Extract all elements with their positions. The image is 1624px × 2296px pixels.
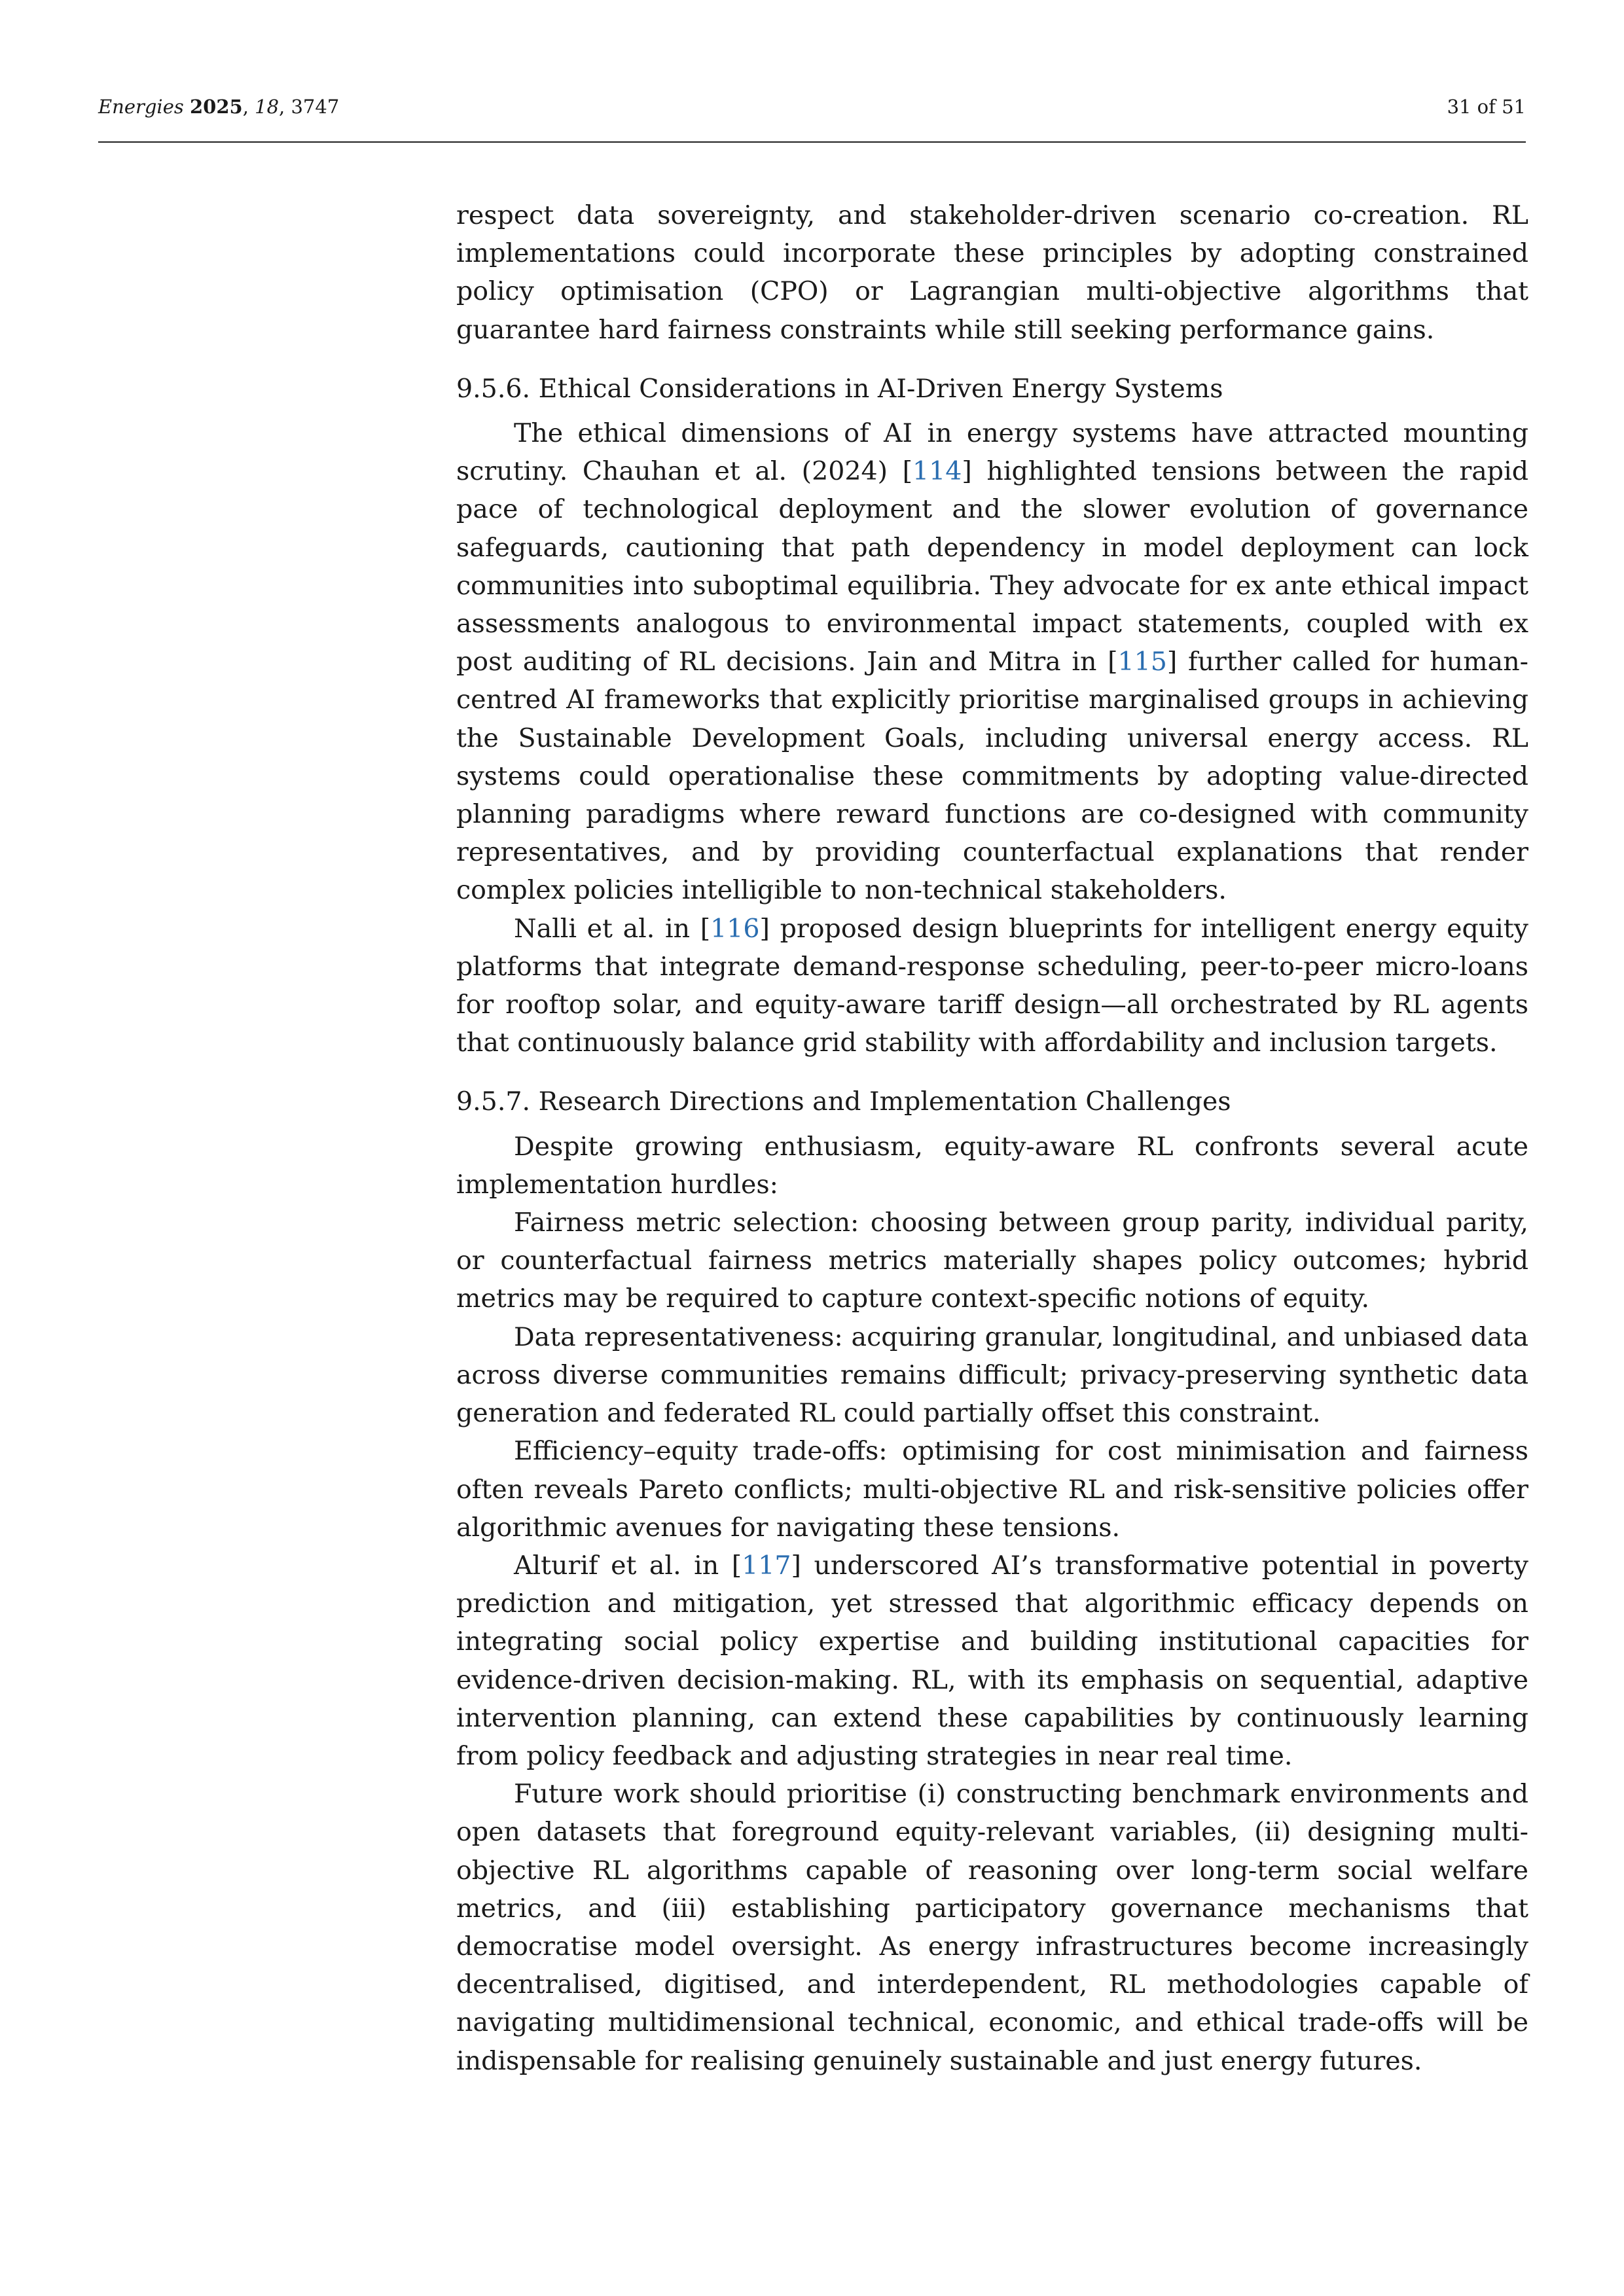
paragraph-text: ] proposed design blueprints for intelligent energy equity platforms that integrate demand-response scheduling, peer-to-peer micro-loans for rooftop solar, and equity-aware tariff design—all orchestrated by RL agents that continuously balance grid stability with affordability and inclusion targets. (456, 913, 1528, 1058)
citation-link-117[interactable]: 117 (742, 1550, 791, 1581)
paragraph-alturif (456, 1547, 1528, 1775)
paragraph-ethics (456, 414, 1528, 910)
citation-link-114[interactable]: 114 (912, 456, 962, 487)
section-heading-9-5-6: 9.5.6. Ethical Considerations in AI-Driven Energy Systems (456, 373, 1223, 404)
page-header (98, 92, 1526, 143)
paragraph-continuation: respect data sovereignty, and stakeholder-driven scenario co-creation. RL implementations could incorporate these principles by adopting constrained policy optimisation (CPO) or Lagrangian multi-objective algorithms that guarantee hard fairness constraints while still seeking performance gains. (456, 200, 1528, 345)
journal-citation: Energies 2025, 18, 3747 (98, 96, 340, 118)
citation-link-115[interactable]: 115 (1117, 647, 1167, 677)
paragraph-nalli (456, 910, 1528, 1062)
paragraph-data-representativeness: Data representativeness: acquiring granular, longitudinal, and unbiased data across diverse communities remains difficult; privacy-preserving synthetic data generation and federated RL could partially offset this constraint. (456, 1321, 1528, 1429)
paragraph-text: The ethical dimensions of AI in energy systems have attracted mounting scrutiny. Chauhan et al. (2024) [ (456, 418, 1528, 487)
paragraph-text: ] further called for human-centred AI frameworks that explicitly prioritise marginalised groups in achieving the Sustainable Development Goals, including universal energy access. RL systems could operationalise these commitments by adopting value-directed planning paradigms where reward functions are co-designed with community representatives, and by providing counterfactual explanations that render complex policies intelligible to non-technical stakeholders. (456, 647, 1528, 906)
paragraph-text: Alturif et al. in [ (514, 1550, 742, 1581)
paragraph-text: ] highlighted tensions between the rapid pace of technological deployment and the slower evolution of governance safeguards, cautioning that path dependency in model deployment can lock communities into suboptimal equilibria. They advocate for ex ante ethical impact assessments analogous to environmental impact statements, coupled with ex post auditing of RL decisions. Jain and Mitra in [ (456, 456, 1528, 677)
paragraph-text: ] underscored AI’s transformative potential in poverty prediction and mitigation, yet stressed that algorithmic efficacy depends on integrating social policy expertise and building institutional capacities for evidence-driven decision-making. RL, with its emphasis on sequential, adaptive intervention planning, can extend these capabilities by continuously learning from policy feedback and adjusting strategies in near real time. (456, 1550, 1528, 1771)
paragraph-fairness-metric: Fairness metric selection: choosing between group parity, individual parity, or counterfactual fairness metrics materially shapes policy outcomes; hybrid metrics may be required to capture context-specific notions of equity. (456, 1208, 1528, 1314)
journal-article: 3747 (291, 96, 340, 118)
journal-name: Energies (98, 96, 184, 118)
page-number: 31 of 51 (1447, 96, 1526, 118)
paragraph-future-work: Future work should prioritise (i) constructing benchmark environments and open datasets that foreground equity-relevant variables, (ii) designing multi-objective RL algorithms capable of reasoning over long-term social welfare metrics, and (iii) establishing participatory governance mechanisms that democratise model oversight. As energy infrastructures become increasingly decentralised, digitised, and interdependent, RL methodologies capable of navigating multidimensional technical, economic, and ethical trade-offs will be indispensable for realising genuinely sustainable and just energy futures. (456, 1779, 1528, 2076)
paragraph-text: Nalli et al. in [ (514, 913, 711, 944)
journal-year: 2025 (189, 96, 243, 118)
section-heading-9-5-7: 9.5.7. Research Directions and Implementation Challenges (456, 1086, 1231, 1117)
paragraph-hurdles-intro: Despite growing enthusiasm, equity-aware RL confronts several acute implementation hurdles: (456, 1131, 1528, 1200)
paragraph-efficiency-equity: Efficiency–equity trade-offs: optimising for cost minimisation and fairness often reveals Pareto conflicts; multi-objective RL and risk-sensitive policies offer algorithmic avenues for navigating these tensions. (456, 1436, 1528, 1543)
journal-volume: 18 (255, 96, 280, 118)
article-body (456, 196, 1528, 2080)
citation-link-116[interactable]: 116 (710, 913, 760, 944)
